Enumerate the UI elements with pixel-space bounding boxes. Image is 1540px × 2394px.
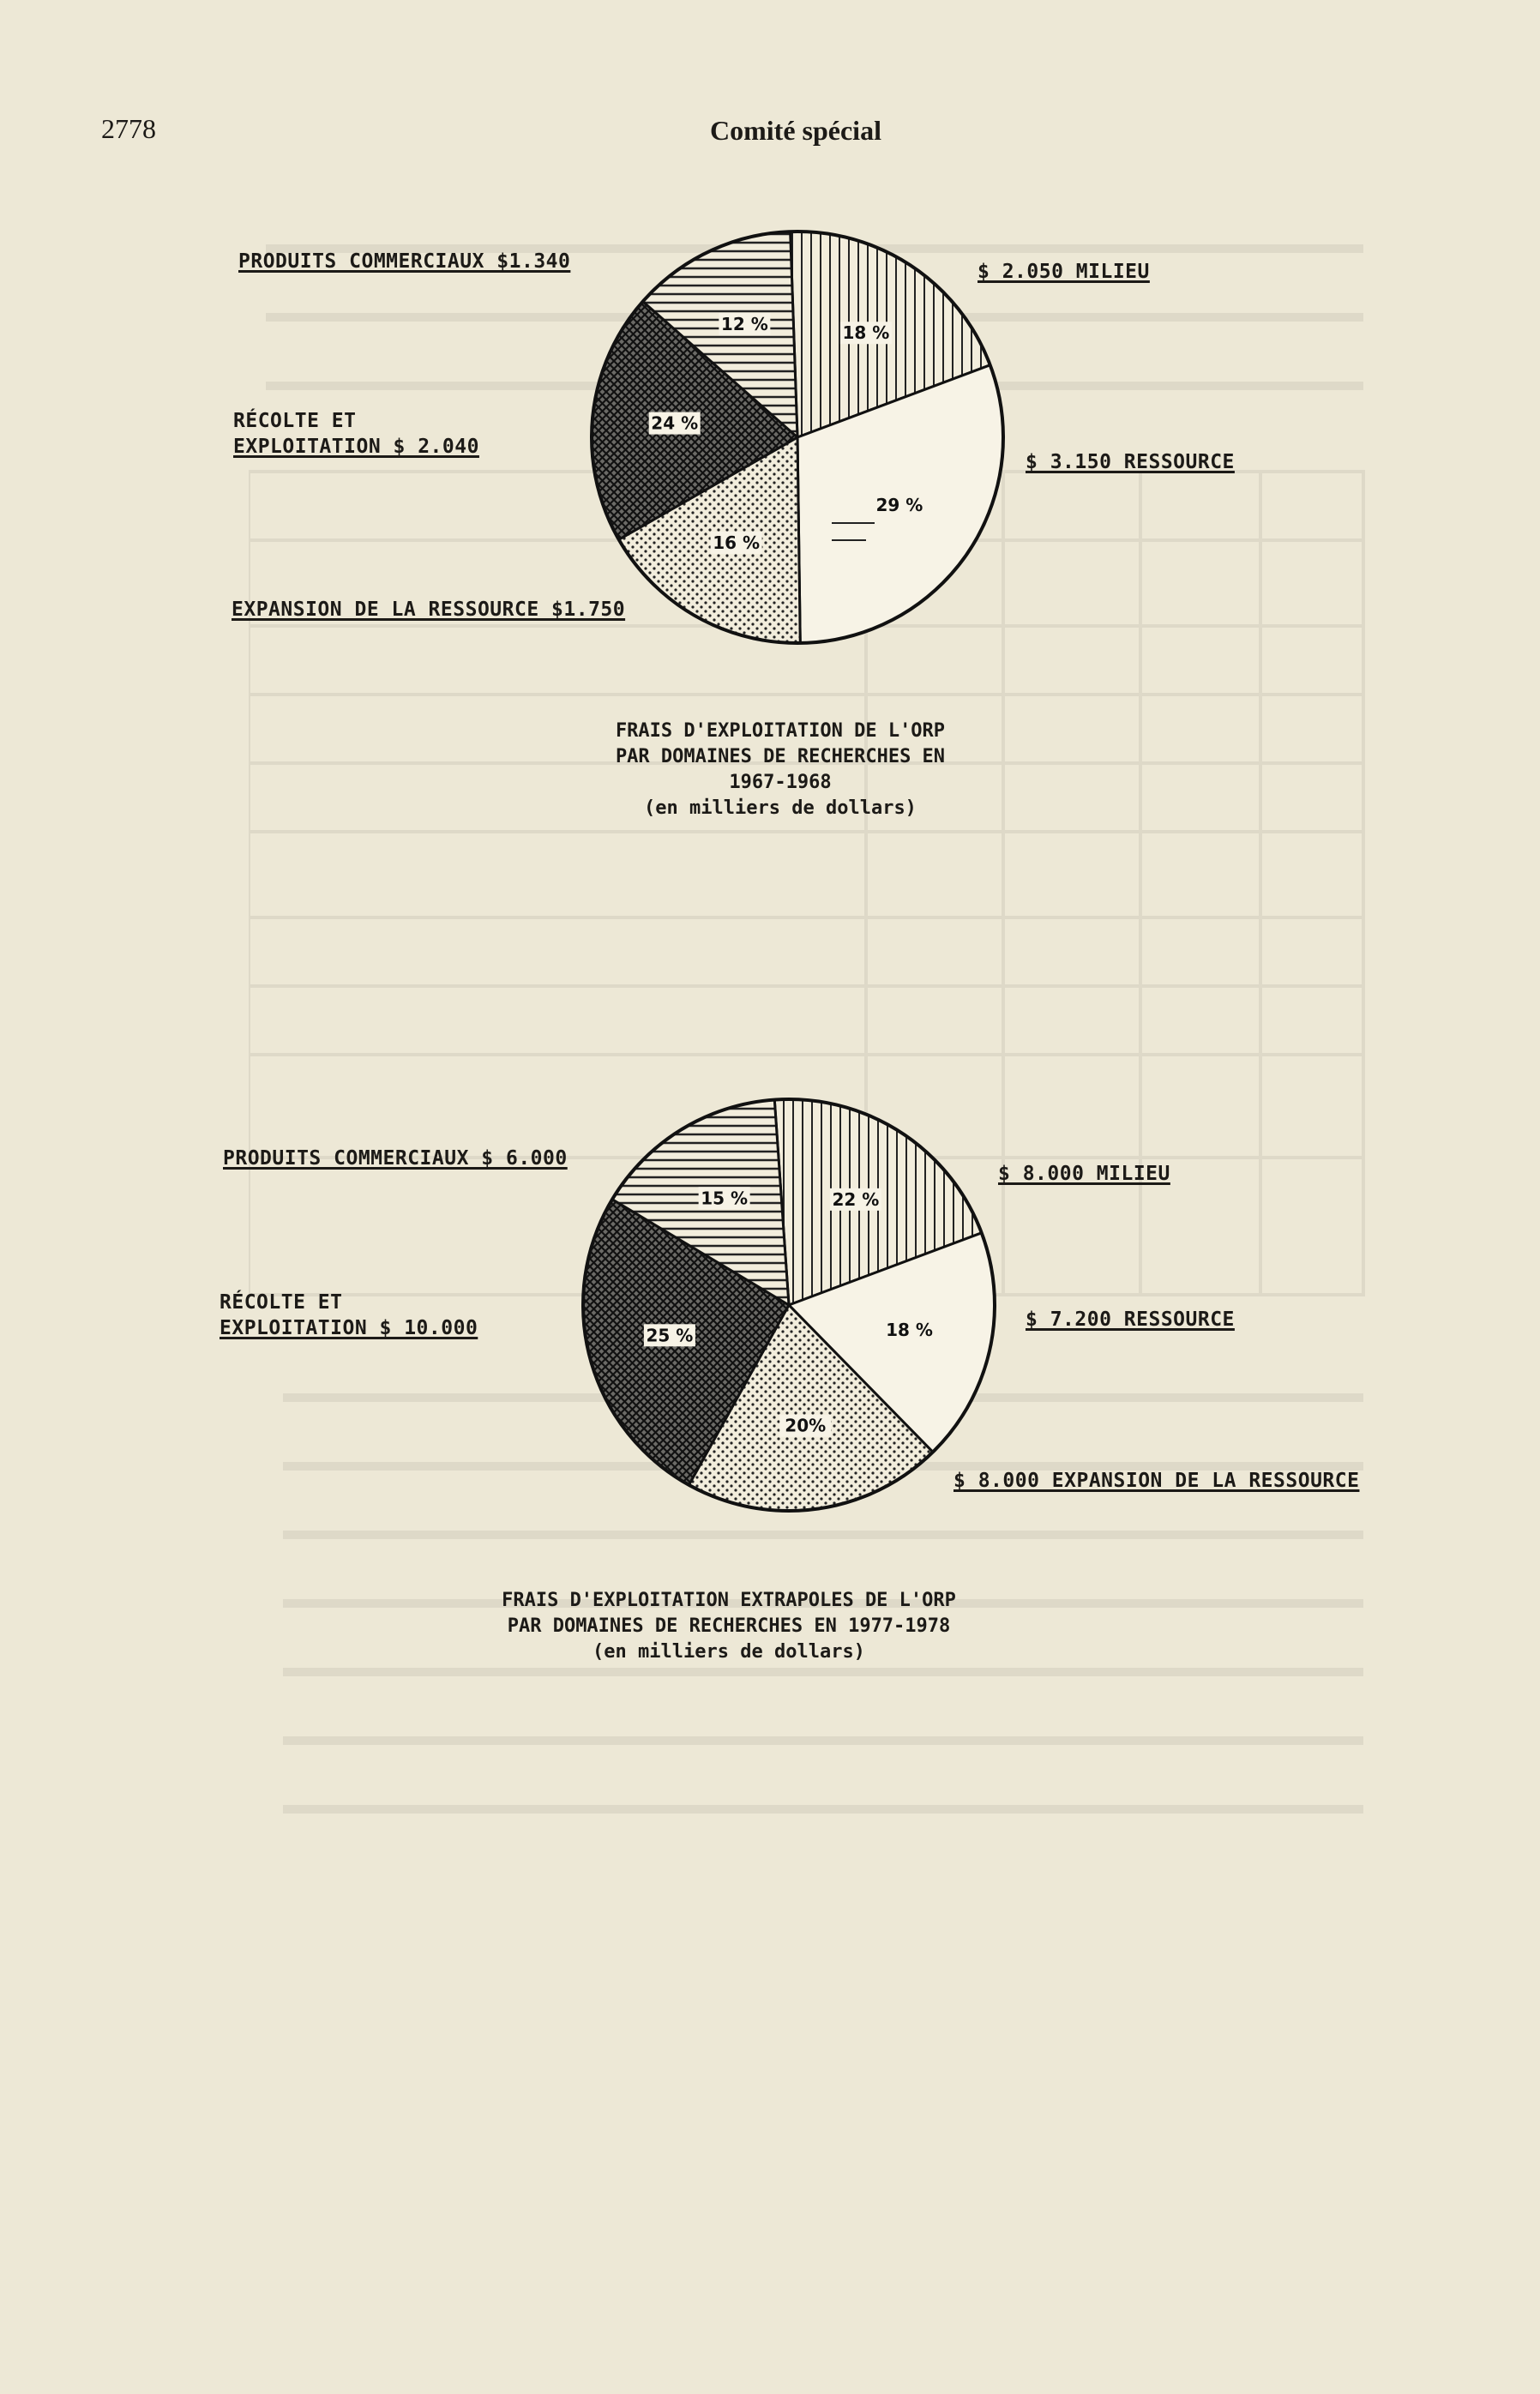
- pie-1-label-recolte: [233, 408, 479, 460]
- pie-1-caption-line1: FRAIS D'EXPLOITATION DE L'ORP: [615, 720, 946, 742]
- pie-2-pct-produits-commerciaux: 15 %: [701, 1188, 749, 1209]
- pie-2-pct-expansion-de-la-ressource: 20%: [785, 1415, 827, 1436]
- pie-1-caption: [549, 719, 1012, 821]
- pie-1-caption-line2: PAR DOMAINES DE RECHERCHES EN: [615, 746, 946, 767]
- pie-1-caption-line4: (en milliers de dollars): [644, 797, 917, 819]
- pie-chart-1967-1968: [583, 214, 1029, 695]
- pie-1-pct-recolte-et-exploitation: 24 %: [651, 412, 699, 434]
- pie-2-caption-line2: PAR DOMAINES DE RECHERCHES EN 1977-1978: [507, 1615, 951, 1637]
- pie-2-caption: [463, 1588, 995, 1665]
- pie-2-label-recolte-line1: RÉCOLTE ET: [220, 1291, 343, 1314]
- pie-2-pct-recolte-et-exploitation: 25 %: [646, 1325, 694, 1346]
- pie-2-label-recolte-line2: EXPLOITATION $ 10.000: [220, 1317, 478, 1339]
- pie-1-caption-line3: 1967-1968: [729, 772, 832, 793]
- pie-2-label-milieu: $ 8.000 MILIEU: [998, 1163, 1170, 1185]
- pie-1-pct-ressource: 29 %: [875, 495, 923, 516]
- pie-1-label-ressource: $ 3.150 RESSOURCE: [1026, 451, 1235, 473]
- pie-1-label-recolte-line1: RÉCOLTE ET: [233, 410, 357, 432]
- pie-2-label-ressource: $ 7.200 RESSOURCE: [1026, 1308, 1235, 1331]
- pie-1-pct-expansion-de-la-ressource: 16 %: [713, 532, 761, 554]
- page-number: 2778: [101, 113, 156, 144]
- pie-1-pct-produits-commerciaux: 12 %: [720, 313, 768, 334]
- running-head: Comité spécial: [710, 115, 881, 146]
- pie-1-label-milieu: $ 2.050 MILIEU: [978, 261, 1150, 283]
- pie-2-label-recolte: [220, 1290, 478, 1341]
- pie-2-pct-milieu: 22 %: [832, 1188, 880, 1210]
- pie-2-caption-line3: (en milliers de dollars): [593, 1641, 865, 1663]
- pie-2-pct-ressource: 18 %: [886, 1320, 933, 1341]
- pie-2-label-expansion: $ 8.000 EXPANSION DE LA RESSOURCE: [953, 1470, 1360, 1492]
- pie-2-label-produits: PRODUITS COMMERCIAUX $ 6.000: [223, 1147, 568, 1170]
- pie-1-label-recolte-line2: EXPLOITATION $ 2.040: [233, 436, 479, 458]
- pie-1-pct-milieu: 18 %: [842, 322, 890, 344]
- pie-2-caption-line1: FRAIS D'EXPLOITATION EXTRAPOLES DE L'ORP: [502, 1590, 956, 1611]
- pie-1-label-produits: PRODUITS COMMERCIAUX $1.340: [238, 250, 571, 273]
- pie-1-label-expansion: EXPANSION DE LA RESSOURCE $1.750: [232, 598, 626, 621]
